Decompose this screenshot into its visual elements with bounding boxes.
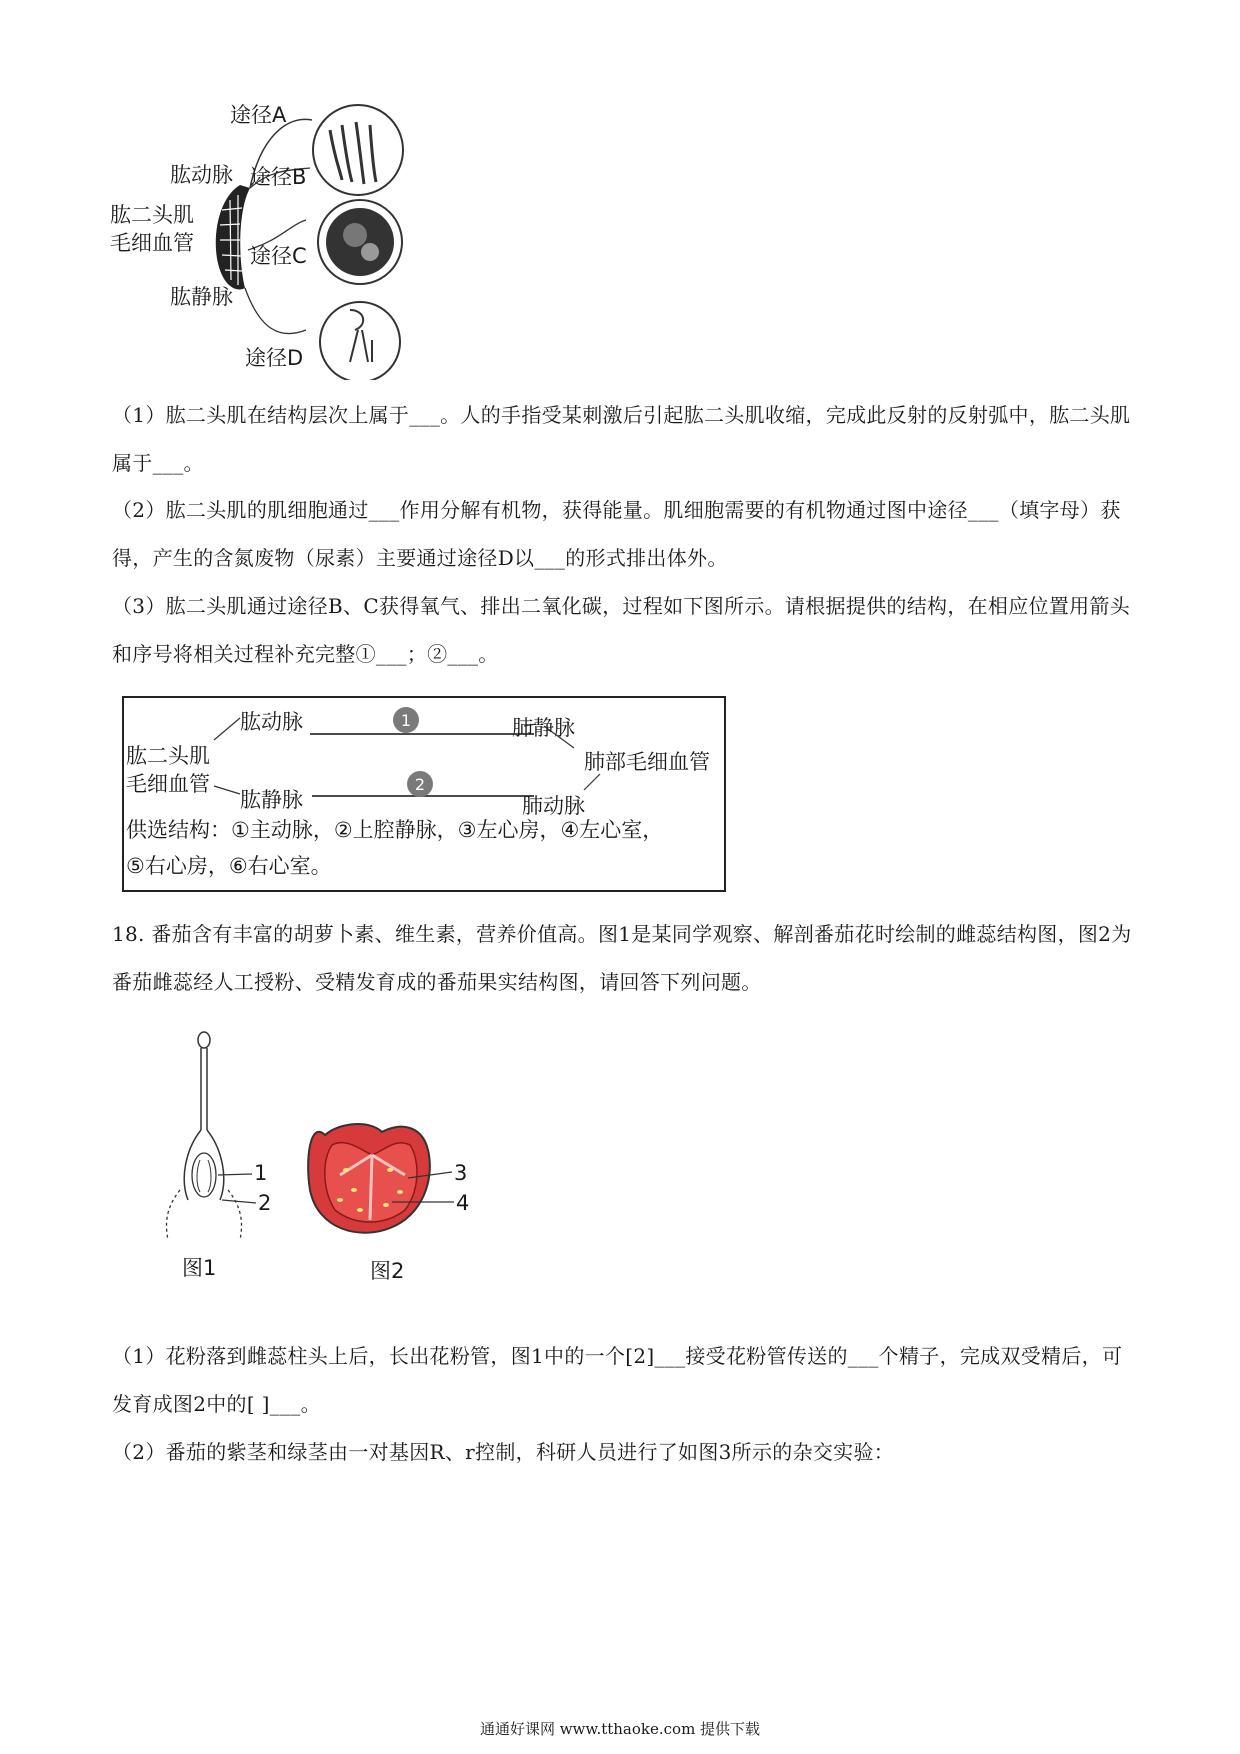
q17-part2: （2）肱二头肌的肌细胞通过___作用分解有机物，获得能量。肌细胞需要的有机物通过图中途径___（填字母）获得，产生的含氮废物（尿素）主要通过途径D以___的形式排出体外。	[112, 498, 1121, 570]
pistil-label-2: 2	[258, 1191, 272, 1215]
tomato-label-3: 3	[454, 1161, 468, 1185]
path-d-label: 途径D	[245, 346, 304, 370]
tomato-drawing	[308, 1124, 430, 1233]
tomato-label-4: 4	[456, 1191, 470, 1215]
box-muscle-label-1: 肱二头肌	[126, 744, 210, 768]
circle-1-label: 1	[400, 711, 412, 730]
box-vein-label: 肱静脉	[240, 788, 303, 812]
path-b-label: 途径B	[250, 165, 307, 189]
path-c-label: 途径C	[250, 244, 307, 268]
capillary-bed-icon	[216, 185, 250, 289]
box-options-line2: ⑤右心房，⑥右心室。	[126, 854, 332, 878]
box-lung-cap-label: 肺部毛细血管	[584, 750, 710, 774]
box-pulm-artery-label: 肺动脉	[522, 794, 585, 818]
circle-2-label: 2	[414, 775, 426, 794]
q18-part1: （1）花粉落到雌蕊柱头上后，长出花粉管，图1中的一个[2]___接受花粉管传送的___个精子，完成双受精后，可发育成图2中的[ ]___。	[112, 1344, 1123, 1416]
q18-intro: 18. 番茄含有丰富的胡萝卜素、维生素，营养价值高。图1是某同学观察、解剖番茄花时绘制的雌蕊结构图，图2为番茄雌蕊经人工授粉、受精发育成的番茄果实结构图，请回答下列问题。	[112, 922, 1132, 994]
box-artery-label: 肱动脉	[240, 710, 303, 734]
figure-1-caption: 图1	[182, 1256, 217, 1280]
q18-part2: （2）番茄的紫茎和绿茎由一对基因R、r控制，科研人员进行了如图3所示的杂交实验：	[112, 1440, 895, 1464]
path-a-label: 途径A	[230, 103, 287, 127]
muscle-label-2: 毛细血管	[110, 231, 194, 255]
intestine-villi-icon	[313, 105, 403, 195]
q17-part3: （3）肱二头肌通过途径B、C获得氧气、排出二氧化碳，过程如下图所示。请根据提供的结构，在相应位置用箭头和序号将相关过程补充完整①___；②___。	[112, 594, 1131, 666]
q17-part1: （1）肱二头肌在结构层次上属于___。人的手指受某刺激后引起肱二头肌收缩，完成此反射的反射弧中，肱二头肌属于___。	[112, 403, 1131, 475]
vein-label: 肱静脉	[170, 285, 233, 309]
muscle-label-1: 肱二头肌	[110, 203, 194, 227]
pistil-drawing	[167, 1032, 257, 1240]
circulation-box	[122, 696, 726, 892]
pistil-label-1: 1	[254, 1161, 268, 1185]
box-options-line1: 供选结构：①主动脉，②上腔静脉，③左心房，④左心室，	[126, 818, 664, 842]
artery-label: 肱动脉	[170, 163, 233, 187]
pathway-diagram	[110, 100, 430, 380]
box-pulm-vein-label: 肺静脉	[512, 716, 575, 740]
box-muscle-label-2: 毛细血管	[126, 772, 210, 796]
page-footer: 通通好课网 www.tthaoke.com 提供下载	[479, 1720, 761, 1738]
pistil-tomato-figure	[160, 1030, 500, 1290]
figure-2-caption: 图2	[370, 1259, 405, 1283]
